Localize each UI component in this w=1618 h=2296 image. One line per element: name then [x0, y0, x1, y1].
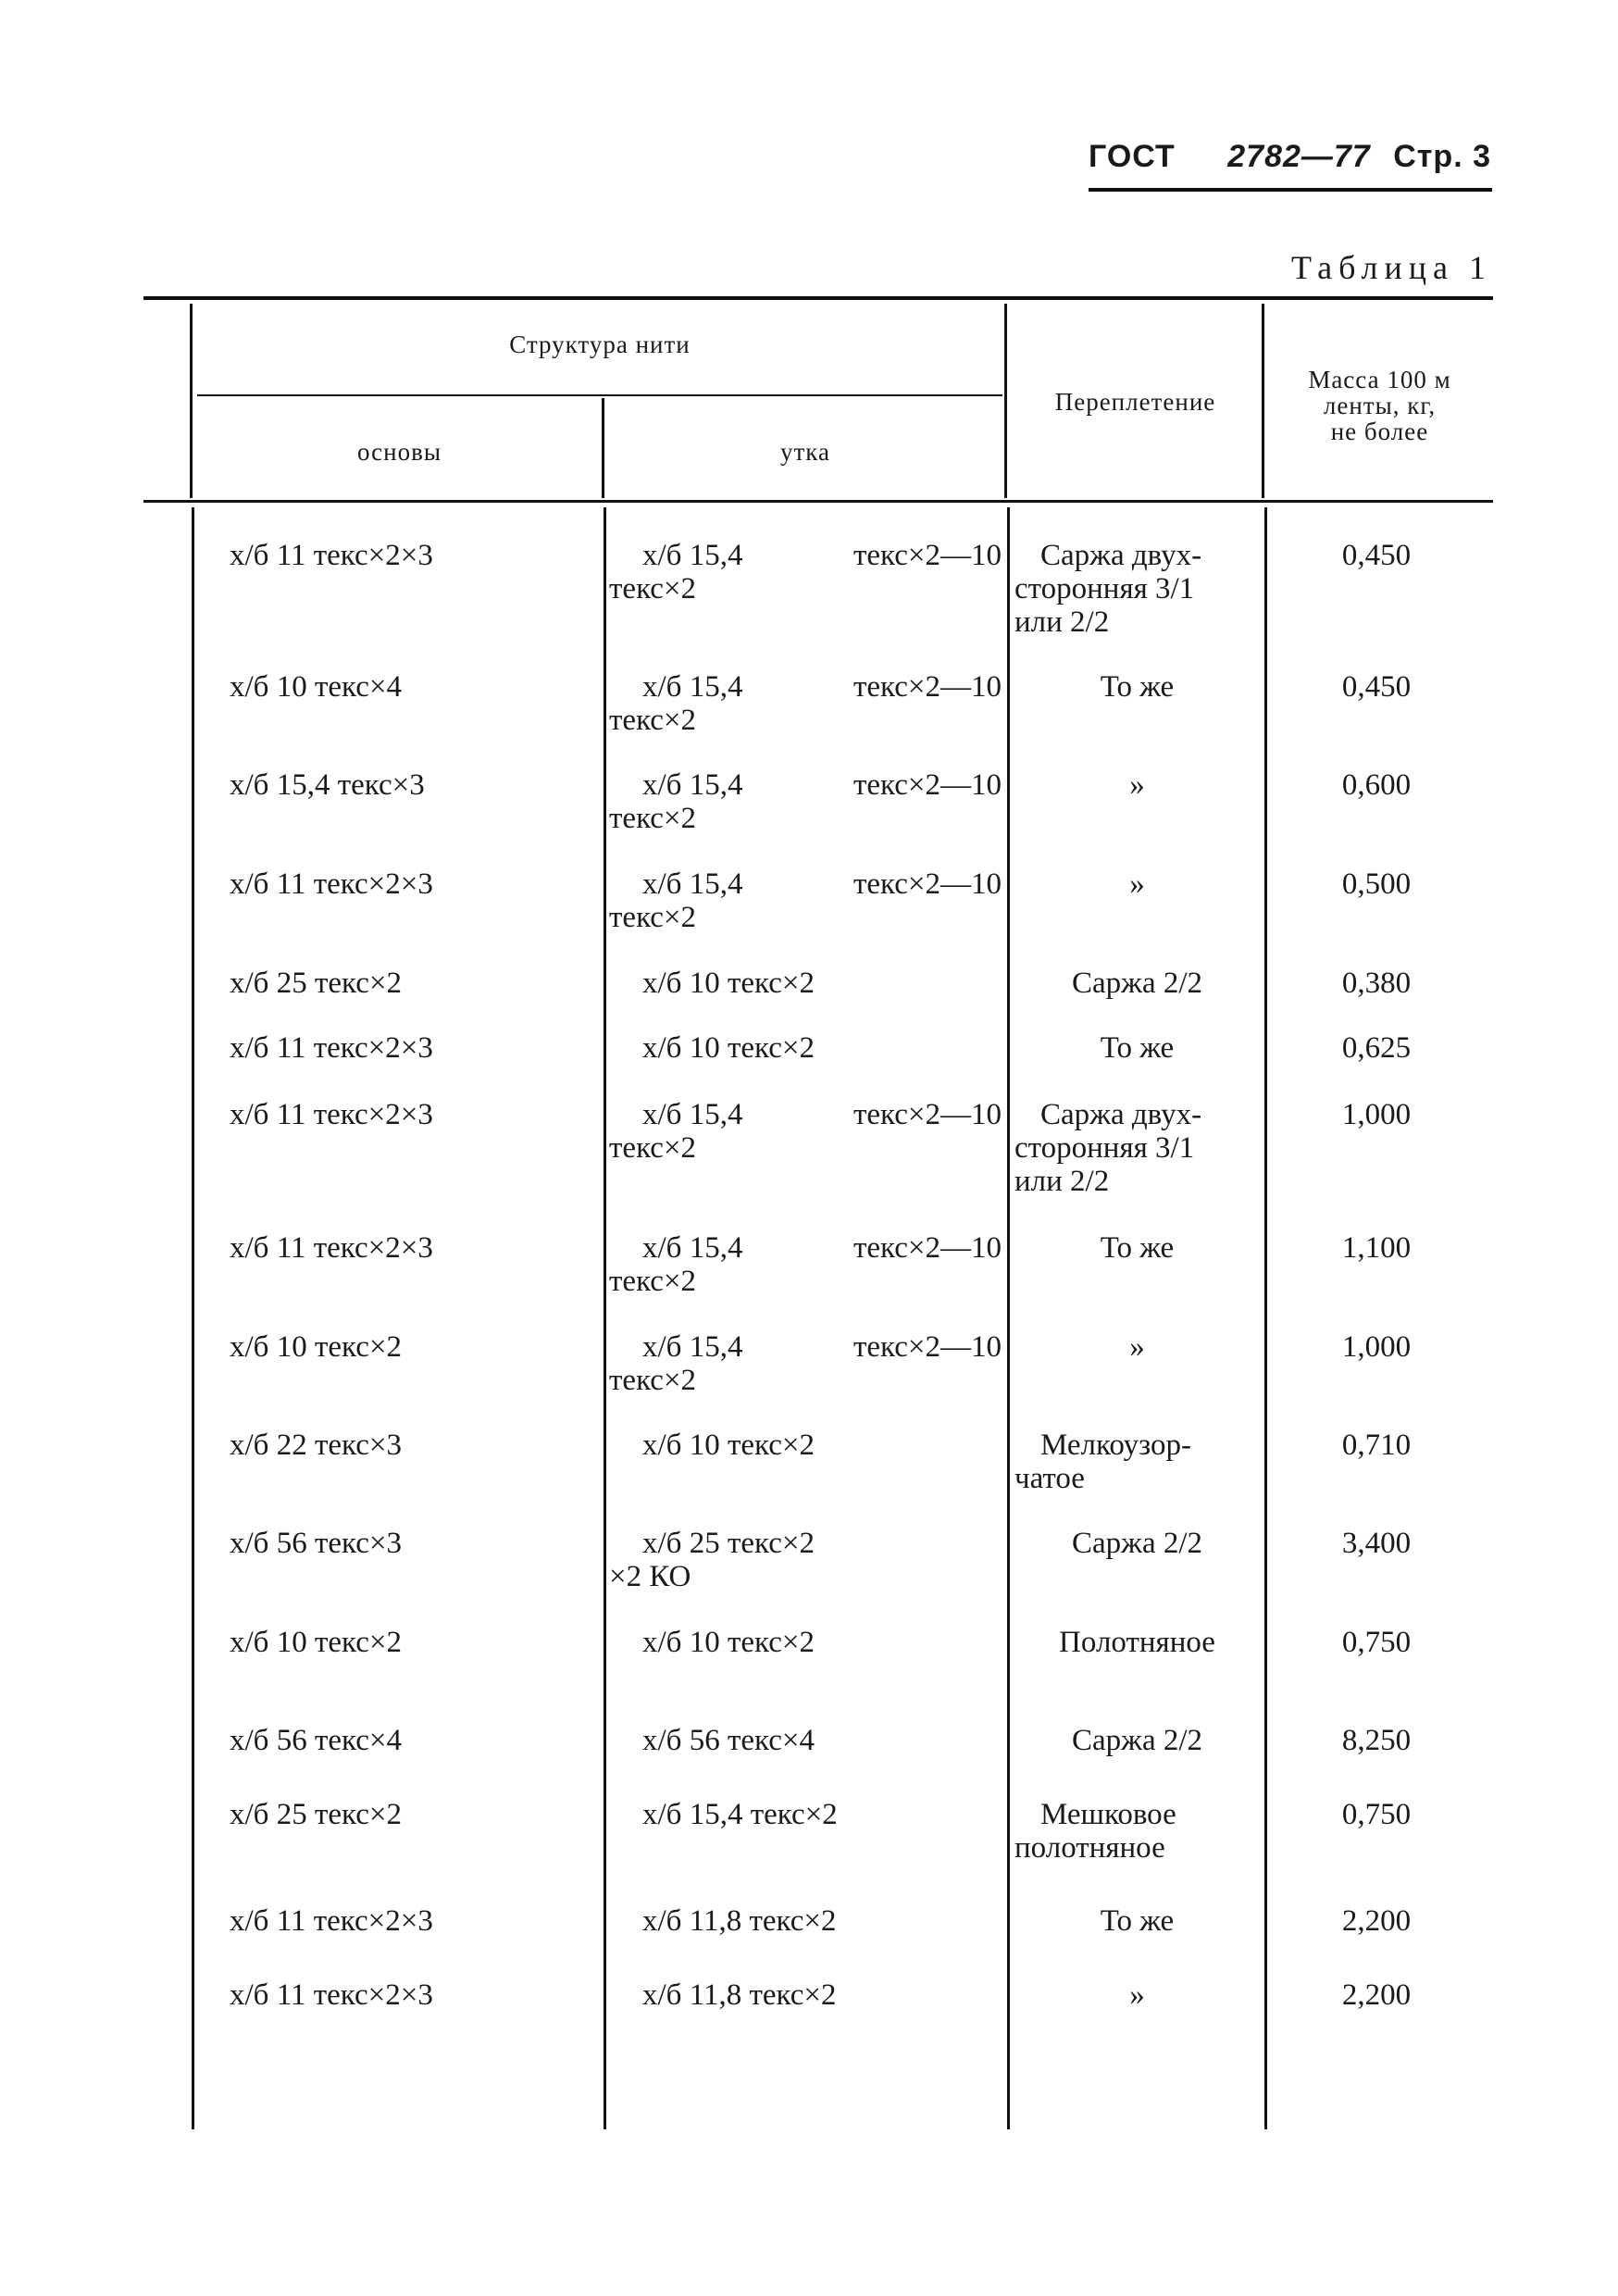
weave-cell: [1014, 1978, 1260, 2012]
weave-cell: [1014, 1626, 1260, 1659]
weft-part-a: х/б 25 текс×2: [642, 1527, 815, 1560]
weave-cell: [1014, 1098, 1260, 1198]
weft-part-a: х/б 15,4: [642, 1330, 743, 1364]
weft-cell: [609, 1978, 1002, 2012]
warp-cell: х/б 10 текс×2: [230, 1330, 402, 1364]
weft-part-a: х/б 15,4: [642, 670, 743, 704]
weft-cell: [609, 539, 1002, 605]
weave-line-2: сторонняя 3/1: [1014, 572, 1195, 605]
mass-cell: 0,380: [1341, 967, 1412, 1000]
yarn-structure-divider: [197, 394, 1002, 396]
weft-cell: [609, 1626, 1002, 1659]
weft-line-1: [609, 1098, 1002, 1131]
warp-cell: х/б 56 текс×3: [230, 1527, 402, 1560]
weft-line-2: ×2 КО: [609, 1560, 691, 1593]
header-bottom-rule: [143, 500, 1493, 503]
weft-part-a: х/б 11,8 текс×2: [642, 1978, 837, 2012]
mass-cell: 1,000: [1341, 1330, 1412, 1364]
weave-line-1: »: [1129, 867, 1145, 901]
warp-cell: х/б 11 текс×2×3: [230, 1098, 433, 1131]
weft-cell: [609, 1904, 1002, 1938]
weave-line-3: или 2/2: [1014, 1165, 1110, 1198]
weft-line-2: текс×2: [609, 802, 697, 835]
weft-cell: [609, 670, 1002, 737]
warp-cell: х/б 15,4 текс×3: [230, 768, 425, 802]
weft-part-a: х/б 10 текс×2: [642, 1031, 815, 1065]
weave-line-1: То же: [1100, 670, 1175, 704]
weft-line-1: [609, 670, 1002, 704]
weft-line-1: [609, 1330, 1002, 1364]
mass-cell: 1,100: [1341, 1231, 1412, 1265]
weave-cell: [1014, 1031, 1260, 1065]
column-line-left: [190, 304, 193, 498]
page-number: Стр. 3: [1393, 139, 1491, 174]
warp-header: основы: [357, 438, 442, 466]
weft-line-2: текс×2: [609, 1265, 697, 1298]
weave-line-3: или 2/2: [1014, 605, 1110, 639]
weft-line-1: [609, 1904, 1002, 1938]
weave-line-1: »: [1129, 768, 1145, 802]
warp-cell: х/б 11 текс×2×3: [230, 1031, 433, 1065]
mass-cell: 0,500: [1341, 867, 1412, 901]
weft-part-b: текс×2—10: [853, 1330, 1002, 1364]
weft-part-a: х/б 15,4: [642, 1231, 743, 1265]
weft-line-1: [609, 867, 1002, 901]
weft-cell: [609, 967, 1002, 1000]
mass-cell: 1,000: [1341, 1098, 1412, 1131]
warp-cell: х/б 10 текс×2: [230, 1626, 402, 1659]
weave-line-1: Полотняное: [1059, 1626, 1215, 1659]
mass-cell: 2,200: [1341, 1904, 1412, 1938]
weft-cell: [609, 1429, 1002, 1462]
warp-cell: х/б 11 текс×2×3: [230, 1904, 433, 1938]
mass-header-line-1: Масса 100 м: [1308, 366, 1451, 393]
standard-label: ГОСТ: [1089, 139, 1176, 174]
weft-line-1: [609, 539, 1002, 572]
table-top-rule: [143, 296, 1493, 300]
mass-cell: 0,600: [1341, 768, 1412, 802]
weft-line-1: [609, 1798, 1002, 1831]
weave-line-1: Саржа 2/2: [1071, 967, 1203, 1000]
weft-part-a: х/б 15,4: [642, 539, 743, 572]
mass-cell: 0,710: [1341, 1429, 1412, 1462]
header-underline: [1089, 188, 1492, 192]
page-header: [1089, 139, 1491, 175]
weave-cell: [1014, 539, 1260, 639]
weave-cell: [1014, 670, 1260, 704]
weft-cell: [609, 1724, 1002, 1757]
mass-cell: 0,750: [1341, 1626, 1412, 1659]
warp-cell: х/б 56 текс×4: [230, 1724, 402, 1757]
column-line-mass-body: [1264, 507, 1267, 2129]
warp-cell: х/б 22 текс×3: [230, 1429, 402, 1462]
weave-cell: [1014, 867, 1260, 901]
weft-cell: [609, 1231, 1002, 1298]
weft-line-1: [609, 1429, 1002, 1462]
warp-cell: х/б 11 текс×2×3: [230, 867, 433, 901]
weft-line-2: текс×2: [609, 901, 697, 934]
weft-line-2: текс×2: [609, 704, 697, 737]
mass-cell: 8,250: [1341, 1724, 1412, 1757]
column-line-warp-weft-body: [604, 507, 606, 2129]
weft-part-b: текс×2—10: [853, 867, 1002, 901]
weft-line-1: [609, 1527, 1002, 1560]
weft-part-a: х/б 15,4 текс×2: [642, 1798, 838, 1831]
weft-part-b: текс×2—10: [853, 1098, 1002, 1131]
weave-line-2: чатое: [1014, 1462, 1085, 1495]
mass-cell: 0,450: [1341, 670, 1412, 704]
weft-part-b: текс×2—10: [853, 1231, 1002, 1265]
weft-cell: [609, 1798, 1002, 1831]
weft-line-1: [609, 1231, 1002, 1265]
mass-header: [1266, 367, 1493, 444]
weave-line-2: полотняное: [1014, 1831, 1165, 1865]
column-line-weave-header: [1004, 304, 1007, 498]
weft-part-b: текс×2—10: [853, 539, 1002, 572]
weft-part-a: х/б 15,4: [642, 1098, 743, 1131]
mass-cell: 3,400: [1341, 1527, 1412, 1560]
weave-cell: [1014, 1724, 1260, 1757]
table-caption: Таблица 1: [1291, 249, 1492, 286]
weave-cell: [1014, 1231, 1260, 1265]
mass-cell: 0,625: [1341, 1031, 1412, 1065]
weft-line-2: текс×2: [609, 1364, 697, 1397]
warp-cell: х/б 25 текс×2: [230, 1798, 402, 1831]
weft-part-b: текс×2—10: [853, 670, 1002, 704]
weave-line-1: »: [1129, 1978, 1145, 2012]
weft-line-1: [609, 1724, 1002, 1757]
mass-cell: 2,200: [1341, 1978, 1412, 2012]
weft-cell: [609, 1527, 1002, 1593]
weave-line-1: То же: [1100, 1904, 1175, 1938]
warp-cell: х/б 25 текс×2: [230, 967, 402, 1000]
mass-header-line-2: ленты, кг,: [1323, 392, 1437, 419]
weft-line-2: текс×2: [609, 1131, 697, 1165]
weave-cell: [1014, 1330, 1260, 1364]
weave-cell: [1014, 1527, 1260, 1560]
weft-cell: [609, 1031, 1002, 1065]
weave-cell: [1014, 1429, 1260, 1495]
standard-number: 2782—77: [1227, 139, 1371, 174]
weft-cell: [609, 867, 1002, 934]
weft-line-2: текс×2: [609, 572, 697, 605]
weft-line-1: [609, 1626, 1002, 1659]
weave-cell: [1014, 768, 1260, 802]
weft-part-a: х/б 10 текс×2: [642, 1429, 815, 1462]
weave-line-1: Мелкоузор-: [1040, 1429, 1191, 1462]
warp-cell: х/б 11 текс×2×3: [230, 539, 433, 572]
weave-line-1: Саржа 2/2: [1071, 1724, 1203, 1757]
weave-line-1: Саржа двух-: [1040, 539, 1202, 572]
weft-line-1: [609, 967, 1002, 1000]
mass-header-line-3: не более: [1330, 418, 1429, 445]
column-line-left-body: [192, 507, 194, 2129]
warp-cell: х/б 11 текс×2×3: [230, 1978, 433, 2012]
weave-line-1: »: [1129, 1330, 1145, 1364]
weave-line-1: То же: [1100, 1231, 1175, 1265]
weave-cell: [1014, 1904, 1260, 1938]
column-line-weave-body: [1007, 507, 1010, 2129]
weft-cell: [609, 1098, 1002, 1165]
weft-part-a: х/б 56 текс×4: [642, 1724, 815, 1757]
weave-line-1: Мешковое: [1040, 1798, 1176, 1831]
column-line-warp-weft-header: [602, 398, 604, 498]
yarn-structure-header: Структура нити: [509, 331, 691, 358]
weft-part-a: х/б 10 текс×2: [642, 1626, 815, 1659]
mass-cell: 0,450: [1341, 539, 1412, 572]
weft-line-1: [609, 768, 1002, 802]
weave-cell: [1014, 1798, 1260, 1865]
warp-cell: х/б 11 текс×2×3: [230, 1231, 433, 1265]
weft-header: утка: [780, 438, 830, 466]
weft-part-a: х/б 11,8 текс×2: [642, 1904, 837, 1938]
warp-cell: х/б 10 текс×4: [230, 670, 402, 704]
weave-cell: [1014, 967, 1260, 1000]
weave-line-1: Саржа 2/2: [1071, 1527, 1203, 1560]
weft-part-a: х/б 10 текс×2: [642, 967, 815, 1000]
weft-part-a: х/б 15,4: [642, 867, 743, 901]
weave-line-2: сторонняя 3/1: [1014, 1131, 1195, 1165]
weft-part-b: текс×2—10: [853, 768, 1002, 802]
weft-cell: [609, 768, 1002, 835]
weave-line-1: То же: [1100, 1031, 1175, 1065]
weft-part-a: х/б 15,4: [642, 768, 743, 802]
weft-cell: [609, 1330, 1002, 1397]
weave-line-1: Саржа двух-: [1040, 1098, 1202, 1131]
weft-line-1: [609, 1978, 1002, 2012]
weft-line-1: [609, 1031, 1002, 1065]
column-line-mass-header: [1262, 304, 1264, 498]
weave-header: Переплетение: [1054, 388, 1216, 416]
mass-cell: 0,750: [1341, 1798, 1412, 1831]
